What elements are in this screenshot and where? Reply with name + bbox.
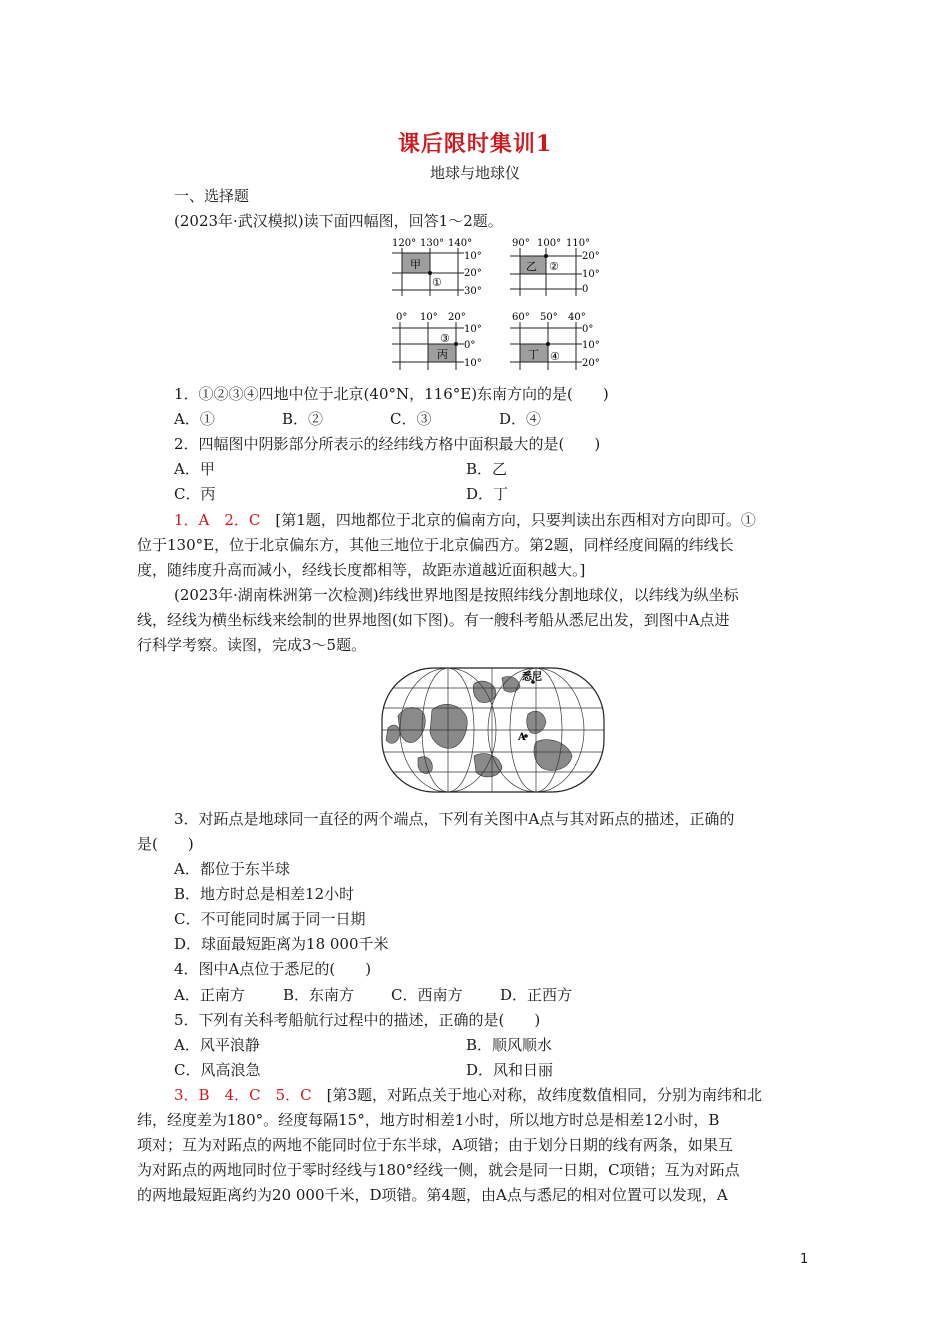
q1-option-a: A．①: [174, 410, 215, 428]
grid-bing: [392, 312, 482, 370]
answer-1-2-line3: 度，随纬度升高而减小，经线长度都相等，故距赤道越近面积越大。]: [137, 561, 586, 579]
grid-yi-point: ②: [549, 260, 559, 273]
answer-3-5-line1: [第3题，对跖点关于地心对称，故纬度数值相同，分别为南纬和北: [326, 1086, 763, 1104]
page-title: 课后限时集训1: [397, 131, 553, 157]
answer-1-2: [174, 510, 756, 530]
grid-jia-point: ①: [432, 276, 442, 289]
q5-option-a: A．风平浪静: [174, 1036, 260, 1054]
grid-jia-top-0: 120°: [392, 238, 417, 249]
answer-3-5-line2: 纬，经度差为180°。经度每隔15°，地方时相差1小时，所以地方时总是相差12小时，B: [137, 1111, 720, 1129]
grid-ding-side-0: 0°: [582, 324, 594, 335]
q5-option-d: D．风和日丽: [466, 1061, 554, 1079]
grid-bing-side-1: 0°: [464, 340, 476, 351]
grid-ding-side-1: 10°: [582, 340, 600, 351]
q2-option-c: C．丙: [174, 485, 216, 503]
q1-option-c: C．③: [390, 410, 432, 428]
grid-yi-side-1: 10°: [582, 269, 600, 280]
q3-option-b: B．地方时总是相差12小时: [174, 885, 355, 903]
question-2: 2．四幅图中阴影部分所表示的经纬线方格中面积最大的是( ): [174, 435, 601, 453]
q1-option-b: B．②: [282, 410, 324, 428]
grid-yi: [510, 238, 600, 296]
q3-option-d: D．球面最短距离为18 000千米: [174, 935, 389, 953]
answer-1-2-line2: 位于130°E，位于北京偏东方，其他三地位于北京偏西方。第2题，同样经度间隔的纬线长: [137, 536, 734, 554]
section-heading: 一、选择题: [174, 187, 250, 205]
grid-ding-top-0: 60°: [512, 312, 530, 323]
question-3-line2: 是( ): [137, 835, 194, 853]
grid-jia-cell: 甲: [410, 258, 421, 271]
answer-3-5-line3: 项对；互为对跖点的两地不能同时位于东半球，A项错；由于划分日期的线有两条，如果互: [137, 1136, 733, 1154]
question-4: 4．图中A点位于悉尼的( ): [174, 960, 372, 978]
answer-3-5-line4: 为对跖点的两地同时位于零时经线与180°经线一侧，就会是同一日期，C项错；互为对跖点: [137, 1161, 740, 1179]
q4-option-d: D．正西方: [500, 986, 573, 1004]
page-number: 1: [800, 1252, 809, 1267]
intro-q1-2: (2023年·武汉模拟)读下面四幅图，回答1～2题。: [174, 212, 503, 230]
grid-figures: [380, 232, 640, 372]
q3-option-c: C．不可能同时属于同一日期: [174, 910, 366, 928]
grid-ding-top-1: 50°: [540, 312, 558, 323]
q5-option-b: B．顺风顺水: [466, 1036, 553, 1054]
q4-option-b: B．东南方: [283, 986, 355, 1004]
answer-1-2-line1: [第1题，四地都位于北京的偏南方向，只要判读出东西相对方向即可。①: [275, 511, 756, 529]
q1-option-d: D．④: [499, 410, 542, 428]
question-5: 5．下列有关科考船航行过程中的描述，正确的是( ): [174, 1011, 541, 1029]
q4-option-a: A．正南方: [174, 986, 245, 1004]
answer-3-5-line5: 的两地最短距离约为20 000千米，D项错。第4题，由A点与悉尼的相对位置可以发现，A: [137, 1186, 728, 1204]
grid-ding-cell: 丁: [528, 348, 539, 361]
intro-q3-5-line1: (2023年·湖南株洲第一次检测)纬线世界地图是按照纬线分割地球仪，以纬线为纵坐标: [174, 586, 739, 604]
grid-yi-top-2: 110°: [566, 238, 591, 249]
grid-ding-point: ④: [550, 350, 560, 363]
grid-jia-top-2: 140°: [448, 238, 473, 249]
q5-option-c: C．风高浪急: [174, 1061, 261, 1079]
intro-q3-5-line2: 线，经线为横坐标线来绘制的世界地图(如下图)。有一艘科考船从悉尼出发，到图中A点进: [137, 611, 730, 629]
grid-bing-side-2: 10°: [464, 358, 482, 369]
map-point-label: A: [518, 732, 526, 743]
grid-jia-top-1: 130°: [420, 238, 445, 249]
grid-bing-side-0: 10°: [464, 324, 482, 335]
grid-bing-top-1: 10°: [420, 312, 438, 323]
grid-ding: [510, 312, 600, 370]
grid-yi-top-1: 100°: [537, 238, 562, 249]
grid-bing-top-0: 0°: [396, 312, 408, 323]
grid-bing-top-2: 20°: [448, 312, 466, 323]
grid-jia-side-2: 30°: [464, 286, 482, 297]
q3-option-a: A．都位于东半球: [174, 860, 290, 878]
page-subtitle: 地球与地球仪: [429, 164, 520, 182]
grid-jia-side-1: 20°: [464, 268, 482, 279]
intro-q3-5-line3: 行科学考察。读图，完成3～5题。: [137, 636, 367, 654]
grid-jia-side-0: 10°: [464, 251, 482, 262]
grid-bing-point: ③: [440, 332, 450, 345]
grid-bing-cell: 丙: [437, 348, 448, 361]
grid-ding-top-2: 40°: [568, 312, 586, 323]
q2-option-b: B．乙: [466, 460, 508, 478]
map-city-label: 悉尼: [522, 672, 542, 683]
answer-3-5: [174, 1085, 762, 1105]
q4-option-c: C．西南方: [391, 986, 463, 1004]
grid-yi-side-2: 0: [582, 284, 589, 295]
grid-jia: [392, 238, 482, 297]
grid-ding-side-2: 20°: [582, 358, 600, 369]
answer-3-5-key: 3．B 4．C 5．C: [174, 1086, 312, 1104]
grid-yi-side-0: 20°: [582, 251, 600, 262]
answer-1-2-key: 1．A 2．C: [174, 511, 261, 529]
q2-option-d: D．丁: [466, 485, 509, 503]
world-map-figure: [378, 664, 608, 796]
q2-option-a: A．甲: [174, 460, 215, 478]
question-3-line1: 3．对跖点是地球同一直径的两个端点，下列有关图中A点与其对跖点的描述，正确的: [174, 810, 735, 828]
grid-yi-cell: 乙: [526, 260, 537, 273]
grid-yi-top-0: 90°: [512, 238, 530, 249]
question-1: 1．①②③④四地中位于北京(40°N，116°E)东南方向的是( ): [174, 385, 609, 403]
